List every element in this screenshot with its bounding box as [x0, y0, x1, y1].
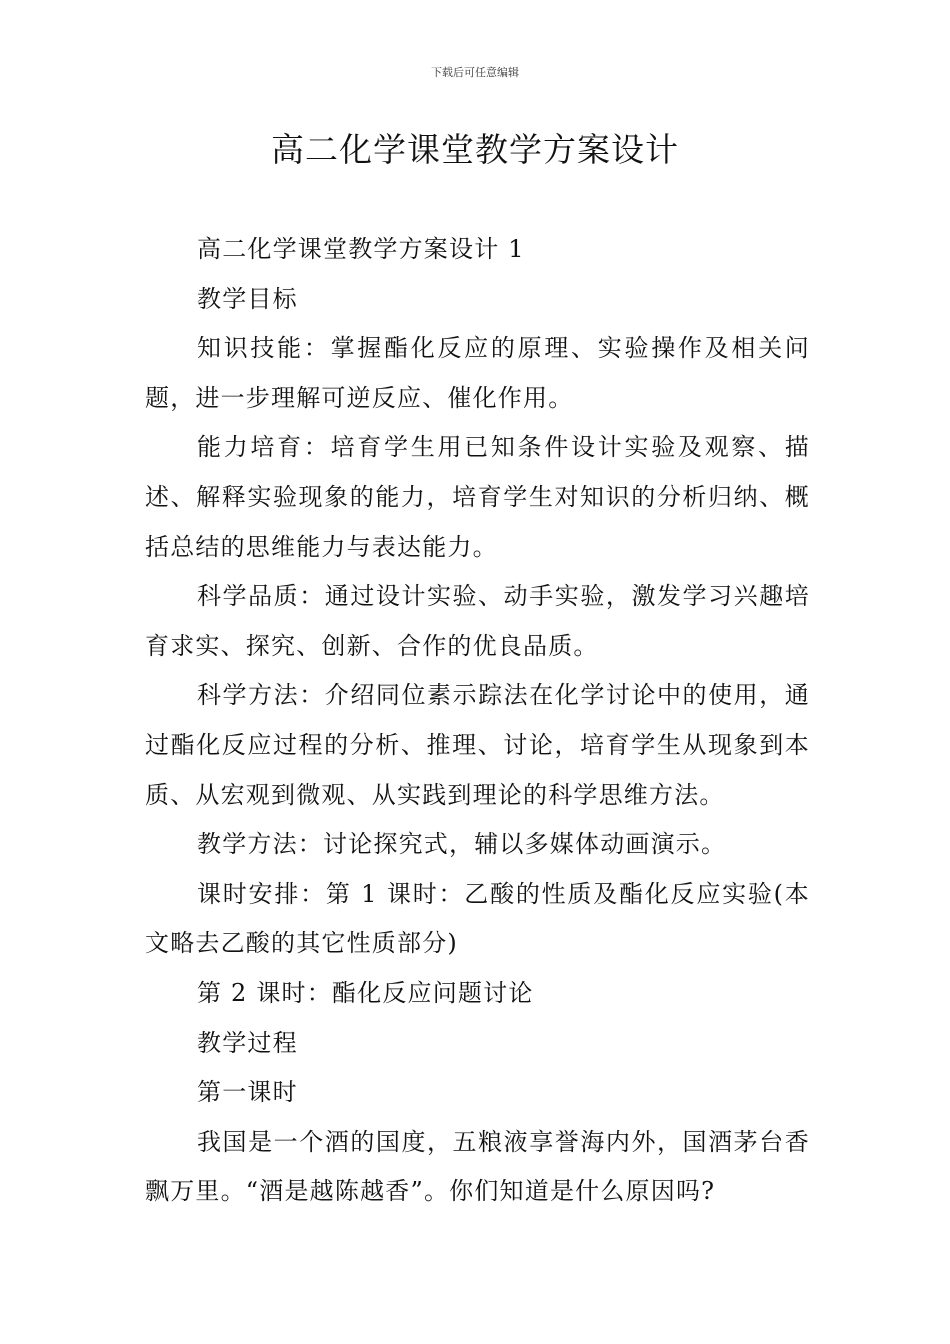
heading-teaching-process: 教学过程 — [197, 1028, 298, 1057]
paragraph-second-lesson: 第 2 课时：酯化反应问题讨论 — [197, 978, 534, 1007]
paragraph-scientific-quality: 科学品质：通过设计实验、动手实验，激发学习兴趣培育求实、探究、创新、合作的优良品质。 — [145, 582, 810, 660]
section-heading-1: 高二化学课堂教学方案设计 1 — [197, 235, 525, 263]
paragraph-teaching-method: 教学方法：讨论探究式，辅以多媒体动画演示。 — [197, 830, 727, 859]
heading-teaching-objectives: 教学目标 — [197, 284, 298, 313]
heading-first-lesson: 第一课时 — [197, 1078, 298, 1107]
document-body — [145, 225, 810, 1217]
paragraph-scientific-method: 科学方法：介绍同位素示踪法在化学讨论中的使用，通过酯化反应过程的分析、推理、讨论，培育学生从现象到本质、从宏观到微观、从实践到理论的科学思维方法。 — [145, 681, 810, 809]
paragraph-introduction: 我国是一个酒的国度，五粮液享誉海内外，国酒茅台香飘万里。“酒是越陈越香”。你们知道是什么原因吗? — [145, 1127, 810, 1206]
paragraph-ability-training: 能力培育：培育学生用已知条件设计实验及观察、描述、解释实验现象的能力，培育学生对知识的分析归纳、概括总结的思维能力与表达能力。 — [145, 433, 810, 561]
paragraph-class-schedule: 课时安排：第 1 课时：乙酸的性质及酯化反应实验(本文略去乙酸的其它性质部分) — [145, 879, 810, 958]
document-title: 高二化学课堂教学方案设计 — [271, 130, 679, 169]
paragraph-knowledge-skills: 知识技能：掌握酯化反应的原理、实验操作及相关问题，进一步理解可逆反应、催化作用。 — [145, 334, 810, 412]
page-header-note: 下载后可任意编辑 — [431, 66, 519, 79]
